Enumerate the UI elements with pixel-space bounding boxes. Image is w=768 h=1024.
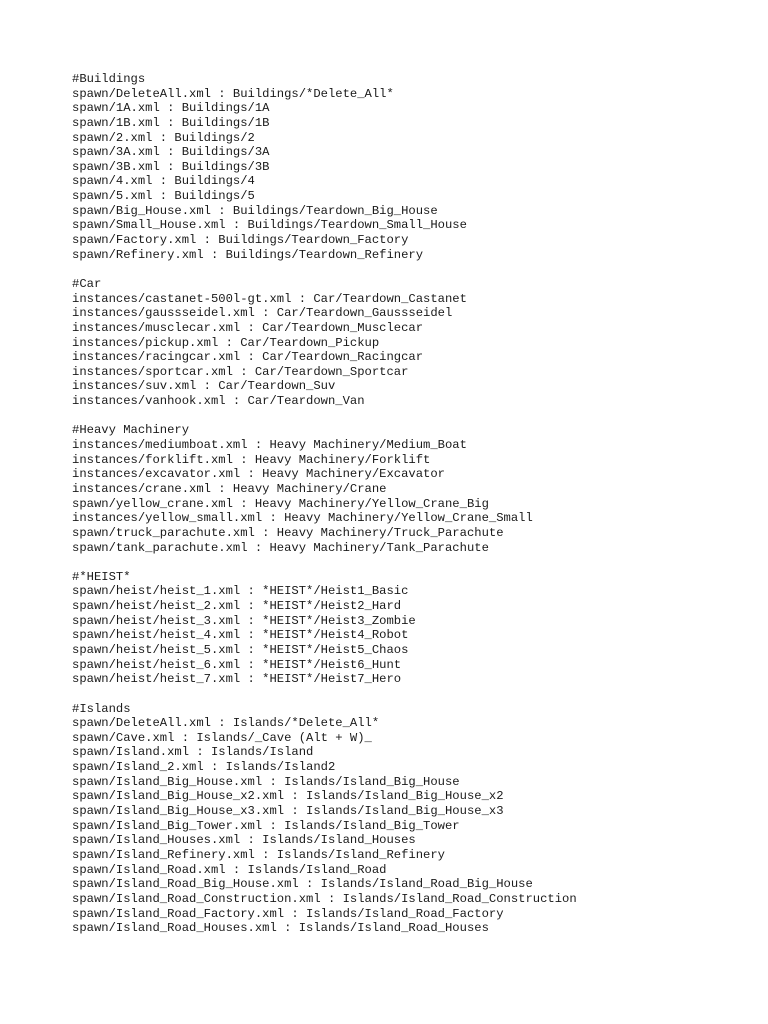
mapping-line: spawn/truck_parachute.xml : Heavy Machinery/Truck_Parachute — [72, 525, 504, 540]
mapping-line: spawn/heist/heist_3.xml : *HEIST*/Heist3_Zombie — [72, 613, 416, 628]
mapping-line: spawn/Island_Road_Houses.xml : Islands/Island_Road_Houses — [72, 921, 489, 936]
mapping-line: spawn/Island_Big_House.xml : Islands/Island_Big_House — [72, 774, 460, 789]
mapping-line: spawn/yellow_crane.xml : Heavy Machinery/Yellow_Crane_Big — [72, 496, 489, 511]
section-heavy-machinery — [72, 423, 732, 555]
section-heading: #Heavy Machinery — [72, 423, 190, 438]
mapping-line: spawn/heist/heist_1.xml : *HEIST*/Heist1_Basic — [72, 584, 409, 599]
section-spacer — [72, 555, 732, 570]
mapping-line: spawn/DeleteAll.xml : Islands/*Delete_All* — [72, 716, 380, 731]
mapping-line: spawn/Small_House.xml : Buildings/Teardown_Small_House — [72, 218, 467, 233]
section-islands — [72, 702, 732, 936]
mapping-line: spawn/Island_Road_Construction.xml : Islands/Island_Road_Construction — [72, 891, 577, 906]
mapping-line: spawn/2.xml : Buildings/2 — [72, 130, 255, 145]
mapping-line: spawn/5.xml : Buildings/5 — [72, 189, 255, 204]
mapping-line: spawn/Island_Big_House_x3.xml : Islands/Island_Big_House_x3 — [72, 804, 504, 819]
mapping-line: instances/mediumboat.xml : Heavy Machinery/Medium_Boat — [72, 438, 467, 453]
mapping-line: instances/gaussseidel.xml : Car/Teardown_Gaussseidel — [72, 306, 453, 321]
section-spacer — [72, 262, 732, 277]
section-heading: #Car — [72, 276, 102, 291]
mapping-line: spawn/heist/heist_7.xml : *HEIST*/Heist7_Hero — [72, 672, 402, 687]
mapping-line: spawn/Island_Big_Tower.xml : Islands/Island_Big_Tower — [72, 818, 460, 833]
mapping-line: spawn/heist/heist_5.xml : *HEIST*/Heist5_Chaos — [72, 642, 409, 657]
mapping-line: instances/forklift.xml : Heavy Machinery/Forklift — [72, 452, 431, 467]
mapping-line: spawn/heist/heist_2.xml : *HEIST*/Heist2_Hard — [72, 599, 402, 614]
mapping-line: instances/pickup.xml : Car/Teardown_Pickup — [72, 335, 380, 350]
mapping-line: spawn/DeleteAll.xml : Buildings/*Delete_All* — [72, 86, 394, 101]
mapping-line: spawn/Factory.xml : Buildings/Teardown_Factory — [72, 233, 409, 248]
mapping-line: spawn/Cave.xml : Islands/_Cave (Alt + W)_ — [72, 730, 372, 745]
section-car — [72, 277, 732, 409]
mapping-line: instances/vanhook.xml : Car/Teardown_Van — [72, 394, 365, 409]
mapping-line: spawn/Island_Road_Factory.xml : Islands/Island_Road_Factory — [72, 906, 504, 921]
mapping-line: instances/sportcar.xml : Car/Teardown_Sportcar — [72, 364, 409, 379]
mapping-line: spawn/4.xml : Buildings/4 — [72, 174, 255, 189]
section-heading: #Buildings — [72, 72, 146, 86]
section-heading: #Islands — [72, 701, 131, 716]
section-spacer — [72, 409, 732, 424]
mapping-line: spawn/tank_parachute.xml : Heavy Machinery/Tank_Parachute — [72, 540, 489, 555]
mapping-line: instances/yellow_small.xml : Heavy Machinery/Yellow_Crane_Small — [72, 511, 533, 526]
mapping-line: instances/crane.xml : Heavy Machinery/Crane — [72, 481, 387, 496]
document-body — [72, 72, 732, 936]
mapping-line: spawn/3A.xml : Buildings/3A — [72, 145, 270, 160]
mapping-line: instances/racingcar.xml : Car/Teardown_Racingcar — [72, 350, 424, 365]
mapping-line: instances/suv.xml : Car/Teardown_Suv — [72, 379, 336, 394]
mapping-line: spawn/heist/heist_6.xml : *HEIST*/Heist6_Hunt — [72, 657, 402, 672]
mapping-line: spawn/Island_Road_Big_House.xml : Islands/Island_Road_Big_House — [72, 877, 533, 892]
mapping-line: spawn/Island_2.xml : Islands/Island2 — [72, 760, 336, 775]
section-spacer — [72, 687, 732, 702]
section-buildings — [72, 72, 732, 262]
mapping-line: instances/excavator.xml : Heavy Machinery/Excavator — [72, 467, 445, 482]
mapping-line: spawn/Island_Road.xml : Islands/Island_Road — [72, 862, 387, 877]
mapping-line: spawn/3B.xml : Buildings/3B — [72, 159, 270, 174]
mapping-line: spawn/Refinery.xml : Buildings/Teardown_Refinery — [72, 247, 424, 262]
mapping-line: spawn/1A.xml : Buildings/1A — [72, 101, 270, 116]
section-heist — [72, 570, 732, 687]
mapping-line: instances/castanet-500l-gt.xml : Car/Teardown_Castanet — [72, 291, 467, 306]
mapping-line: spawn/Island_Houses.xml : Islands/Island_Houses — [72, 833, 416, 848]
mapping-line: spawn/heist/heist_4.xml : *HEIST*/Heist4_Robot — [72, 628, 409, 643]
mapping-line: spawn/1B.xml : Buildings/1B — [72, 115, 270, 130]
mapping-line: instances/musclecar.xml : Car/Teardown_Musclecar — [72, 320, 424, 335]
mapping-line: spawn/Island.xml : Islands/Island — [72, 745, 314, 760]
mapping-line: spawn/Big_House.xml : Buildings/Teardown_Big_House — [72, 203, 438, 218]
mapping-line: spawn/Island_Refinery.xml : Islands/Island_Refinery — [72, 847, 445, 862]
section-heading: #*HEIST* — [72, 569, 131, 584]
mapping-line: spawn/Island_Big_House_x2.xml : Islands/Island_Big_House_x2 — [72, 789, 504, 804]
